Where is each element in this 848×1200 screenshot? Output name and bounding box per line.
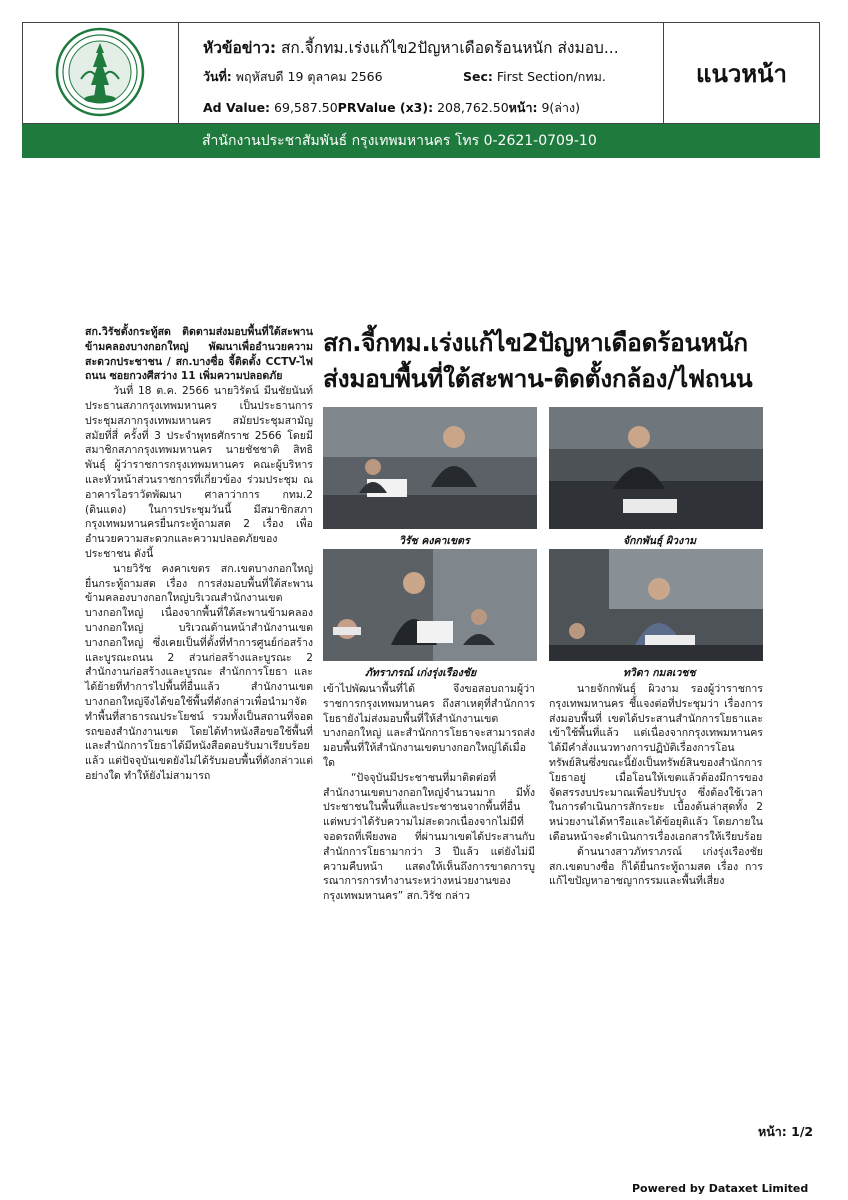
- article-paragraph: วันที่ 18 ต.ค. 2566 นายวิรัตน์ มีนชัยนันท์ ประธานสภากรุงเทพมหานคร เป็นประธานการประชุมสภากรุงเทพมหานคร สมัยประชุมสามัญ สมัยที่สี่ ครั้งที่ 3 ประจำพุทธศักราช 2566 โดยมี สมาชิกสภากรุงเทพมหานคร นายชัชชาติ สิทธิพันธุ์ ผู้ว่าราชการกรุงเทพมหานคร คณะผู้บริหาร และหัวหน้าส่วนราชการที่เกี่ยวข้อง ร่วมประชุม ณ อาคารไอราวัตพัฒนา ศาลาว่าการ กทม.2 (ดินแดง) ในการประชุมวันนี้ มีสมาชิกสภากรุงเทพมหานครยื่นกระทู้ถามสด 2 เรื่อง เพื่ออำนวยความสะดวกและความปลอดภัยของประชาชน ดังนี้: [85, 385, 313, 560]
- photo-phattharaporn: [323, 549, 537, 661]
- photo-phattharaporn-image: [323, 549, 537, 661]
- photo-thawida-image: [549, 549, 763, 661]
- section-label: Sec:: [463, 69, 493, 84]
- date-label: วันที่:: [203, 69, 232, 84]
- photo-caption: ภัทราภรณ์ เก่งรุ่งเรืองชัย: [365, 667, 477, 679]
- photo-virat-image: [323, 407, 537, 529]
- article-paragraph: เข้าไปพัฒนาพื้นที่ได้ จึงขอสอบถามผู้ว่าราชการกรุงเทพมหานคร ถึงสาเหตุที่สำนักการโยธายังไม่ส่งมอบพื้นที่ให้สำนักงานเขตบางกอกใหญ่ และสำนักการโยธาจะสามารถส่งมอบพื้นที่ให้สำนักงานเขตบางกอกใหญ่ได้เมื่อใด: [323, 683, 535, 769]
- article-paragraph: นายวิรัช คงคาเขตร สก.เขตบางกอกใหญ่ ยื่นกระทู้ถามสด เรื่อง การส่งมอบพื้นที่ใต้สะพานข้ามคลองบางกอกใหญ่บริเวณสำนักงานเขตบางกอกใหญ่ เนื่องจากพื้นที่ใต้สะพานข้ามคลองบางกอกใหญ่ บริเวณด้านหน้าสำนักงานเขตบางกอกใหญ่ ซึ่งเคยเป็นที่ตั้งที่ทำการศูนย์ก่อสร้างและบูรณะถนน 2 ส่วนก่อสร้างและบูรณะ 2 สำนักงานก่อสร้างและบูรณะ สำนักการโยธา และได้ย้ายที่ทำการไปพื้นที่อื่นแล้ว สำนักงานเขตบางกอกใหญ่จึงได้ขอใช้พื้นที่ดังกล่าวเพื่อนำมาจัดทำพื้นที่สาธารณประโยชน์ รวมทั้งเป็นสถานที่จอดรถของสำนักงานเขต โดยได้ทำหนังสือขอใช้พื้นที่และสำนักการโยธาได้มีหนังสือตอบรับมาเรียบร้อยแล้ว แต่ปัจจุบันเขตยังไม่ได้รับมอบพื้นที่ดังกล่าวแต่อย่างใด ทำให้ยังไม่สามารถ: [85, 562, 313, 782]
- pr-value-label: PRValue (x3):: [337, 100, 434, 115]
- section-row: [463, 67, 606, 87]
- photo-thawida: [549, 549, 763, 661]
- pr-value: 208,762.50: [437, 100, 509, 115]
- article-clip: [85, 325, 763, 903]
- ad-value-label: Ad Value:: [203, 100, 271, 115]
- photo-caption: จักกพันธุ์ ผิวงาม: [623, 535, 697, 547]
- article-lead: สก.วิรัชตั้งกระทู้สด ติดตามส่งมอบพื้นที่ใต้สะพานข้ามคลองบางกอกใหญ่ พัฒนาเพื่ออำนวยความสะดวกประชาชน / สก.บางซื่อ จี้ติดตั้ง CCTV-ไฟถนน ซอยกวงศีสว่าง 11 เพิ่มความปลอดภัย: [85, 326, 313, 383]
- article-column-1: [85, 325, 313, 784]
- article-column-2: [323, 682, 535, 904]
- section-value: First Section/กทม.: [496, 69, 606, 84]
- office-bar: สำนักงานประชาสัมพันธ์ กรุงเทพมหานคร โทร 0-2621-0709-10: [22, 124, 820, 158]
- value-row: [203, 98, 580, 118]
- headline-row: [203, 35, 619, 60]
- photo-chakkaphan: [549, 407, 763, 529]
- clipping-header: [22, 22, 820, 124]
- article-column-3: [549, 682, 763, 889]
- headline-line-2: ส่งมอบพื้นที่ใต้สะพาน-ติดตั้งกล้อง/ไฟถนน: [323, 364, 753, 393]
- bma-seal-logo: [55, 27, 145, 117]
- date-value: พฤหัสบดี 19 ตุลาคม 2566: [235, 69, 383, 84]
- clipping-info: [179, 23, 663, 123]
- headline-label: หัวข้อข่าว:: [203, 39, 277, 57]
- logo-cell: [23, 23, 179, 123]
- article-paragraph: ด้านนางสาวภัทราภรณ์ เก่งรุ่งเรืองชัย สก.เขตบางซื่อ ก็ได้ยื่นกระทู้ถามสด เรื่อง การแก้ไขปัญหาอาชญากรรมและพื้นที่เสี่ยง: [549, 845, 763, 888]
- photo-caption: วิรัช คงคาเขตร: [399, 535, 470, 547]
- page-number: หน้า: 1/2: [758, 1124, 814, 1139]
- photo-chakkaphan-image: [549, 407, 763, 529]
- page-value: 9(ล่าง): [541, 100, 580, 115]
- powered-by: Powered by Dataxet Limited: [632, 1182, 809, 1195]
- ad-value: 69,587.50: [274, 100, 338, 115]
- date-row: [203, 67, 383, 87]
- photo-virat: [323, 407, 537, 529]
- headline-value: สก.จี้กทม.เร่งแก้ไข2ปัญหาเดือดร้อนหนัก ส่งมอบ...: [280, 39, 619, 57]
- photo-caption: ทวิดา กมลเวชช: [623, 667, 696, 679]
- headline-line-1: สก.จี้กทม.เร่งแก้ไข2ปัญหาเดือดร้อนหนัก: [323, 328, 748, 357]
- article-headline: [323, 325, 763, 397]
- article-paragraph: “ปัจจุบันมีประชาชนที่มาติดต่อที่สำนักงานเขตบางกอกใหญ่จำนวนมาก มีทั้งประชาชนในพื้นที่และประชาชนจากพื้นที่อื่น แต่พบว่าได้รับความไม่สะดวกเนื่องจากไม่มีที่จอดรถที่เพียงพอ ที่ผ่านมาเขตได้ประสานกับสำนักการโยธามากว่า 3 ปีแล้ว แต่ยังไม่มีความคืบหน้า แสดงให้เห็นถึงการขาดการบูรณาการการทำงานระหว่างหน่วยงานของกรุงเทพมหานคร” สก.วิรัช กล่าว: [323, 771, 535, 903]
- page-label: หน้า:: [508, 100, 538, 115]
- newspaper-cell: [663, 23, 819, 123]
- newspaper-name: แนวหน้า: [695, 59, 788, 88]
- article-paragraph: นายจักกพันธุ์ ผิวงาม รองผู้ว่าราชการกรุงเทพมหานคร ชี้แจงต่อที่ประชุมว่า เรื่องการส่งมอบพื้นที่ เขตได้ประสานสำนักการโยธาและเข้าใช้พื้นที่แล้ว แต่เนื่องจากกรุงเทพมหานครได้มีคำสั่งแนวทางการปฏิบัติเรื่องการโอนทรัพย์สินซึ่งขณะนี้ยังเป็นทรัพย์สินของสำนักการโยธาอยู่ เมื่อโอนให้เขตแล้วต้องมีการของจัดสรรงบประมาณเพื่อปรับปรุง ซึ่งต้องใช้เวลาในการดำเนินการสักระยะ เบื้องต้นล่าสุดทั้ง 2 หน่วยงานได้หารือและได้ข้อยุติแล้ว โดยภายในเดือนหน้าจะดำเนินการเรื่องเอกสารให้เรียบร้อย: [549, 683, 763, 843]
